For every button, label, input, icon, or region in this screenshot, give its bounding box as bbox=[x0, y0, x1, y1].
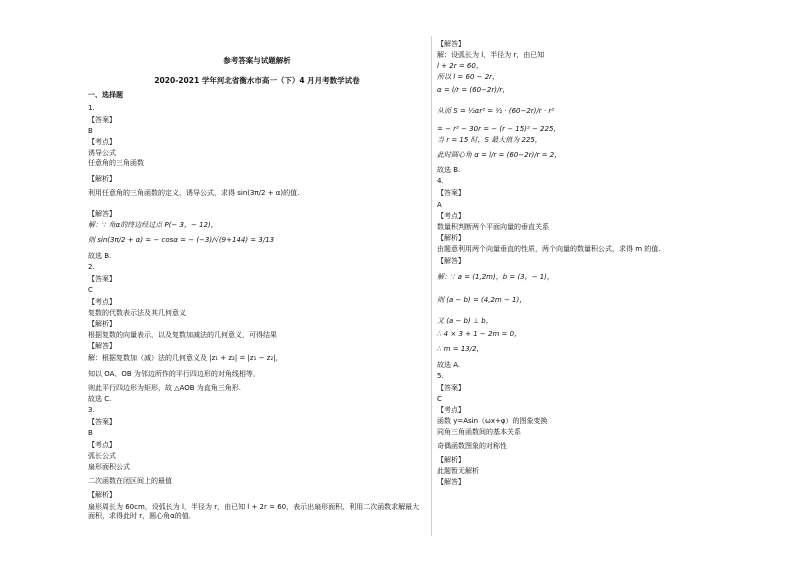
answer-heading: 【答案】 bbox=[88, 418, 116, 426]
topic-heading: 【考点】 bbox=[437, 212, 465, 220]
answer-value: C bbox=[437, 395, 442, 403]
solution-line: 知以 OA、OB 为邻边所作的平行四边形的对角线相等， bbox=[88, 370, 260, 378]
analysis-text: 此题暂无解析 bbox=[437, 467, 479, 475]
question-number: 2. bbox=[88, 263, 95, 271]
solution-line: ∴ m = 13/2， bbox=[437, 345, 484, 353]
solution-heading: 【解答】 bbox=[437, 40, 465, 48]
analysis-text: 扇形周长为 60cm，设弧长为 l，半径为 r，由已知 l + 2r = 60，表示出扇形面积，利用二次函数求解最大面积，求得此时 r，圆心角α的值. bbox=[88, 503, 420, 520]
solution-heading: 【解答】 bbox=[437, 257, 465, 265]
topic-item: 函数 y=Asin（ωx+φ）的图象变换 bbox=[437, 417, 548, 425]
solution-line: α = l/r = (60−2r)/r， bbox=[437, 86, 510, 94]
question-number: 1. bbox=[88, 104, 95, 112]
topic-heading: 【考点】 bbox=[88, 441, 116, 449]
answer-heading: 【答案】 bbox=[88, 275, 116, 283]
column-divider bbox=[431, 36, 432, 536]
topic-item: 二次函数在闭区间上的最值 bbox=[88, 477, 172, 485]
topic-item: 数量积判断两个平面向量的垂直关系 bbox=[437, 223, 549, 231]
topic-item: 复数的代数表示法及其几何意义 bbox=[88, 309, 186, 317]
answer-heading: 【答案】 bbox=[437, 189, 465, 197]
solution-line: ∴ 4 × 3 + 1 − 2m = 0， bbox=[437, 330, 522, 338]
topic-item: 任意角的三角函数 bbox=[88, 159, 144, 167]
question-number: 3. bbox=[88, 406, 95, 414]
solution-line: 则 (a − b) = (4,2m − 1)， bbox=[437, 296, 527, 304]
solution-conclusion: 故选 C. bbox=[88, 395, 112, 403]
topic-item: 同角三角函数间的基本关系 bbox=[437, 428, 521, 436]
solution-heading: 【解答】 bbox=[437, 478, 465, 486]
doc-title: 参考答案与试题解析 bbox=[223, 56, 291, 65]
solution-line: 此时圆心角 α = l/r = (60−2r)/r = 2， bbox=[437, 151, 562, 159]
topic-heading: 【考点】 bbox=[88, 298, 116, 306]
question-number: 5. bbox=[437, 372, 444, 380]
solution-line: = − r² − 30r = − (r − 15)² − 225， bbox=[437, 125, 561, 133]
solution-conclusion: 故选 B. bbox=[88, 252, 112, 260]
analysis-heading: 【解析】 bbox=[88, 320, 116, 328]
solution-line: 所以 l = 60 − 2r， bbox=[437, 73, 500, 81]
solution-line: 解：∵ a = (1,2m)，b = (3，− 1)， bbox=[437, 273, 554, 281]
question-number: 4. bbox=[437, 177, 444, 185]
answer-value: B bbox=[88, 429, 93, 437]
analysis-heading: 【解析】 bbox=[437, 234, 465, 242]
topic-heading: 【考点】 bbox=[88, 138, 116, 146]
solution-line: 解：根据复数加（减）法的几何意义及 |z₁ + z₂| = |z₁ − z₂|， bbox=[88, 354, 283, 362]
answer-heading: 【答案】 bbox=[88, 116, 116, 124]
solution-line: 又 (a − b) ⊥ b， bbox=[437, 317, 493, 325]
topic-item: 奇偶函数图象的对称性 bbox=[437, 442, 507, 450]
topic-heading: 【考点】 bbox=[437, 406, 465, 414]
answer-value: C bbox=[88, 286, 93, 294]
topic-item: 诱导公式 bbox=[88, 149, 116, 157]
doc-subtitle: 2020-2021 学年河北省衡水市高一（下）4 月月考数学试卷 bbox=[154, 76, 360, 85]
solution-line: 从而 S = ½αr² = ½ · (60−2r)/r · r² bbox=[437, 107, 555, 115]
section-heading: 一、选择题 bbox=[88, 91, 123, 99]
analysis-heading: 【解析】 bbox=[437, 456, 465, 464]
solution-line: 则此平行四边形为矩形，故 △AOB 为直角三角形. bbox=[88, 384, 242, 392]
solution-heading: 【解答】 bbox=[88, 342, 116, 350]
analysis-text: 根据复数的向量表示，以及复数加减法的几何意义，可得结果 bbox=[88, 331, 277, 339]
solution-line: 解：∵ 角α的终边经过点 P(− 3，− 12)， bbox=[88, 221, 218, 229]
answer-value: B bbox=[88, 127, 93, 135]
topic-item: 扇形面积公式 bbox=[88, 463, 130, 471]
solution-line: 当 r = 15 时，S 最大值为 225， bbox=[437, 136, 542, 144]
solution-heading: 【解答】 bbox=[88, 210, 116, 218]
solution-line: l + 2r = 60， bbox=[437, 62, 483, 70]
answer-heading: 【答案】 bbox=[437, 384, 465, 392]
analysis-text: 利用任意角的三角函数的定义，诱导公式，求得 sin(3π/2 + α)的值. bbox=[88, 189, 300, 197]
solution-line: 解：设弧长为 l，半径为 r，由已知 bbox=[437, 51, 545, 59]
analysis-heading: 【解析】 bbox=[88, 175, 116, 183]
analysis-text: 由题意利用两个向量垂直的性质，两个向量的数量积公式，求得 m 的值. bbox=[437, 245, 661, 253]
answer-value: A bbox=[437, 201, 442, 209]
solution-line: 则 sin(3π/2 + α) = − cosα = − (−3)/√(9+144) = 3/13 bbox=[88, 236, 275, 244]
topic-item: 弧长公式 bbox=[88, 452, 116, 460]
solution-conclusion: 故选 A. bbox=[437, 361, 461, 369]
solution-conclusion: 故选 B. bbox=[437, 166, 461, 174]
analysis-heading: 【解析】 bbox=[88, 491, 116, 499]
